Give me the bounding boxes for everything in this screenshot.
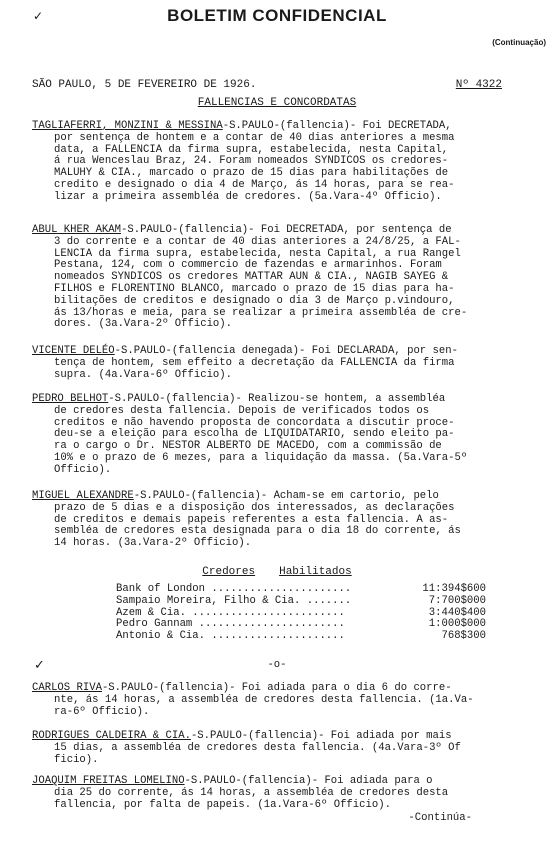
creditor-amount: 11:394$600 — [422, 583, 486, 595]
entry-line: dores. (3a.Vara-2º Officio). — [54, 318, 233, 331]
entry-name: CARLOS RIVA — [32, 682, 102, 694]
entry-line: por sentença de hontem e a contar de 40 dias anteriores a mesma — [54, 131, 455, 144]
entry-line: FILHOS e FLORENTINO BLANCO, marcado o prazo de 15 dias para ha- — [54, 282, 455, 295]
entry-line: dia 25 do corrente, ás 14 horas, a assembléa de credores desta — [54, 786, 449, 799]
entry-line: fallencia, por falta de papeis. (1a.Vara-6º Officio). — [54, 798, 391, 811]
creditor-leader: ....................... — [192, 618, 345, 631]
handwritten-check-mark: ✓ — [33, 9, 44, 23]
creditor-amount: 7:700$000 — [428, 594, 486, 607]
section-heading: FALLENCIAS E CONCORDATAS — [197, 97, 357, 109]
entry-pedro-belhot — [32, 394, 516, 477]
handwritten-check-mark: ✓ — [34, 658, 45, 673]
creditors-heading-left: Credores — [202, 566, 256, 578]
creditor-leader: ....... — [300, 594, 352, 607]
creditors-heading-right: Habilitados — [279, 566, 352, 578]
entry-line: prazo de 5 dias e a disposição dos interessados, as declarações — [54, 501, 455, 514]
entry-tagliaferri — [32, 121, 516, 204]
entry-line: data, a FALLENCIA da firma supra, estabelecida, nesta Capital, — [54, 143, 449, 156]
creditor-leader: ...................... — [205, 583, 352, 595]
entry-name: ABUL KHER AKAM — [32, 224, 122, 236]
creditor-name: Bank of London — [116, 583, 206, 595]
creditor-row — [116, 631, 486, 643]
continued-label: -Continúa- — [408, 812, 472, 824]
creditor-leader: ........................ — [185, 606, 345, 619]
date-text: SÃO PAULO, 5 DE FEVEREIRO DE 1926. — [32, 79, 257, 91]
continuation-label: (Continuação) — [492, 38, 546, 47]
creditor-name: Pedro Gannam — [116, 618, 193, 631]
entry-name: RODRIGUES CALDEIRA & CIA. — [32, 730, 191, 742]
creditor-amount: 3:440$400 — [428, 606, 486, 619]
entry-vicente-deleo — [32, 346, 516, 381]
entry-miguel-alexandre — [32, 491, 516, 550]
entry-line: de creditos e demais papeis referentes a esta fallencia. A as- — [54, 513, 449, 526]
creditor-name: Antonio & Cia. — [116, 630, 206, 643]
entry-line: ra-6º Officio). — [54, 705, 150, 718]
entry-line: á rua Wenceslau Braz, 24. Foram nomeados SYNDICOS os credores- — [54, 155, 449, 168]
entry-line: 14 horas. (3a.Vara-2º Officio). — [54, 537, 252, 550]
entry-line: creditos e não havendo proposta de concordata a discutir proce- — [54, 416, 455, 429]
entry-carlos-riva — [32, 683, 516, 718]
creditor-name: Azem & Cia. — [116, 606, 186, 619]
creditor-name: Sampaio Moreira, Filho & Cia. — [116, 594, 301, 607]
entry-line: deu-se a eleição para escolha de LIQUIDATARIO, sendo eleito pa- — [54, 428, 455, 441]
entry-line: supra. (4a.Vara-6º Officio). — [54, 368, 233, 381]
entry-line: -S.PAULO-(fallencia)- Foi adiada para o — [184, 775, 433, 787]
entry-rodrigues-caldeira — [32, 731, 516, 766]
entry-line: bilitações de creditos e designado o dia 3 de Março p.vindouro, — [54, 294, 455, 307]
entry-line: credito e designado o dia 4 de Março, ás 14 horas, para se rea- — [54, 178, 455, 191]
entry-line: ficio). — [54, 753, 99, 766]
entry-name: MIGUEL ALEXANDRE — [32, 490, 134, 502]
creditor-amount: 1:000$000 — [428, 618, 486, 631]
entry-line: -S.PAULO-(fallencia)- Foi adiada por mais — [190, 730, 452, 742]
bulletin-number: Nº 4322 — [455, 79, 502, 91]
entry-line: Officio). — [54, 463, 112, 476]
entry-name: PEDRO BELHOT — [32, 393, 109, 405]
entry-line: ás 13/horas e meia, para se realizar a primeira assembléa de cre- — [54, 306, 468, 319]
entry-line: MALUHY & CIA., marcado o prazo de 15 dias para habilitações de — [54, 167, 449, 180]
creditors-heading — [0, 566, 554, 578]
creditors-table — [116, 584, 486, 643]
entry-line: LENCIA da firma supra, estabelecida, nesta Capital, a rua Rangel — [54, 247, 461, 260]
entry-name: VICENTE DELÉO — [32, 345, 115, 357]
entry-line: -S.PAULO-(fallencia)- Realizou-se hontem, a assembléa — [108, 393, 446, 405]
entry-line: lizar a primeira assembléa de credores. (5a.Vara-4º Officio). — [54, 190, 442, 203]
document-title: BOLETIM CONFIDENCIAL — [167, 6, 387, 25]
separator: -o- — [267, 659, 287, 671]
entry-line: 10% e o prazo de 6 mezes, para a liquidação da massa. (5a.Vara-5º — [54, 451, 468, 464]
entry-line: Pestana, 124, com o commercio de fazendas e armarinhos. Foram — [54, 259, 442, 272]
entry-line: nomeados SYNDICOS os credores MATTAR AUN & CIA., NAGIB SAYEG & — [54, 271, 449, 284]
entry-line: -S.PAULO-(fallencia)- Foi DECRETADA, por sentença de — [121, 224, 452, 236]
entry-line: nte, ás 14 horas, a assembléa de credores desta fallencia. (1a.Va- — [54, 693, 474, 706]
entry-abul-kher-akam — [32, 225, 516, 331]
entry-line: ra o cargo o Dr. NESTOR ALBERTO DE MACEDO, com a commissão de — [54, 440, 442, 453]
entry-line: de credores desta fallencia. Depois de verificados todos os — [54, 404, 430, 417]
entry-line: -S.PAULO-(fallencia)- Acham-se em cartorio, pelo — [133, 490, 439, 502]
entry-line: -S.PAULO-(fallencia)- Foi DECRETADA, — [222, 120, 452, 132]
entry-joaquim-freitas-lomelino — [32, 776, 516, 811]
creditor-amount: 768$300 — [441, 630, 486, 643]
entry-line: -S.PAULO-(fallencia denegada)- Foi DECLARADA, por sen- — [114, 345, 458, 357]
entry-line: -S.PAULO-(fallencia)- Foi adiada para o dia 6 do corre- — [101, 682, 452, 694]
entry-line: sembléa de credores esta designada para o dia 18 do corrente, ás — [54, 525, 461, 538]
entry-name: JOAQUIM FREITAS LOMELINO — [32, 775, 185, 787]
entry-line: tença de hontem, sem effeito a decretação da FALLENCIA da firma — [54, 356, 455, 369]
creditor-leader: ..................... — [205, 630, 345, 643]
entry-line: 15 dias, a assembléa de credores desta fallencia. (4a.Vara-3º Of — [54, 741, 461, 754]
date-line — [32, 79, 502, 91]
entry-name: TAGLIAFERRI, MONZINI & MESSINA — [32, 120, 223, 132]
entry-line: 3 do corrente e a contar de 40 dias anteriores a 24/8/25, a FAL- — [54, 235, 461, 248]
